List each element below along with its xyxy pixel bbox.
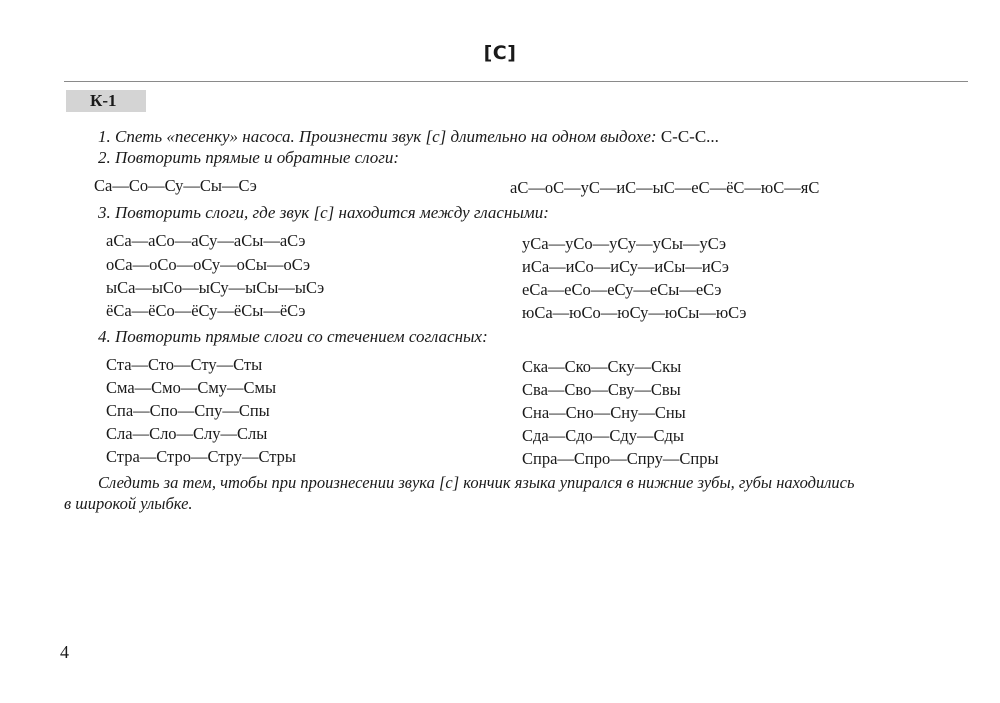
task-3-left-row-3: ыСа—ыСо—ыСу—ыСы—ыСэ (106, 278, 325, 297)
task-3-left-row-4: ёСа—ёСо—ёСу—ёСы—ёСэ (106, 301, 306, 320)
task-4-left-row-4: Сла—Сло—Слу—Слы (106, 424, 268, 443)
task-3-right-row-2: иСа—иСо—иСу—иСы—иСэ (522, 257, 729, 276)
task-4-right-row-1: Ска—Ско—Ску—Скы (522, 357, 682, 376)
task-2-syllables-left: Са—Со—Су—Сы—Сэ (94, 176, 257, 195)
task-4-left-row-3: Спа—Спо—Спу—Спы (106, 401, 270, 420)
task-4-right-row-5: Спра—Спро—Спру—Спры (522, 449, 719, 468)
task-3-right-row-1: уСа—уСо—уСу—уСы—уСэ (522, 234, 727, 253)
task-2-syllables-right: аС—оС—уС—иС—ыС—еС—ёС—юС—яС (510, 178, 820, 197)
task-4-right-row-4: Сда—Сдо—Сду—Сды (522, 426, 685, 445)
task-4-right-row-2: Сва—Сво—Сву—Свы (522, 380, 681, 399)
task-4-left-row-5: Стра—Стро—Стру—Стры (106, 447, 296, 466)
task-1-text: 1. Спеть «песенку» насоса. Произнести звук [с] длительно на одном выдохе: (98, 127, 657, 146)
task-3-left-row-2: оСа—оСо—оСу—оСы—оСэ (106, 255, 311, 274)
task-4-right-row-3: Сна—Сно—Сну—Сны (522, 403, 686, 422)
task-1-value: С-С-С... (660, 127, 719, 146)
task-3-right-row-4: юСа—юСо—юСу—юСы—юСэ (522, 303, 747, 322)
task-3-right-row-3: еСа—еСо—еСу—еСы—еСэ (522, 280, 722, 299)
note-line-2: в широкой улыбке. (64, 494, 193, 513)
task-1 (98, 127, 719, 147)
card-label: К-1 (66, 90, 146, 112)
task-3-left-row-1: аСа—аСо—аСу—аСы—аСэ (106, 231, 306, 250)
task-4-text: 4. Повторить прямые слоги со стечением согласных: (98, 327, 488, 346)
task-4-left-row-1: Ста—Сто—Сту—Сты (106, 355, 263, 374)
note-line-1: Следить за тем, чтобы при произнесении звука [с] кончик языка упирался в нижние зубы, губы находились (98, 473, 855, 492)
task-2-text: 2. Повторить прямые и обратные слоги: (98, 148, 400, 167)
header-divider (64, 81, 968, 82)
task-4-left-row-2: Сма—Смо—Сму—Смы (106, 378, 277, 397)
page-number: 4 (60, 642, 69, 662)
page-title: [С] (483, 42, 517, 64)
task-3-text: 3. Повторить слоги, где звук [с] находится между гласными: (98, 203, 549, 222)
